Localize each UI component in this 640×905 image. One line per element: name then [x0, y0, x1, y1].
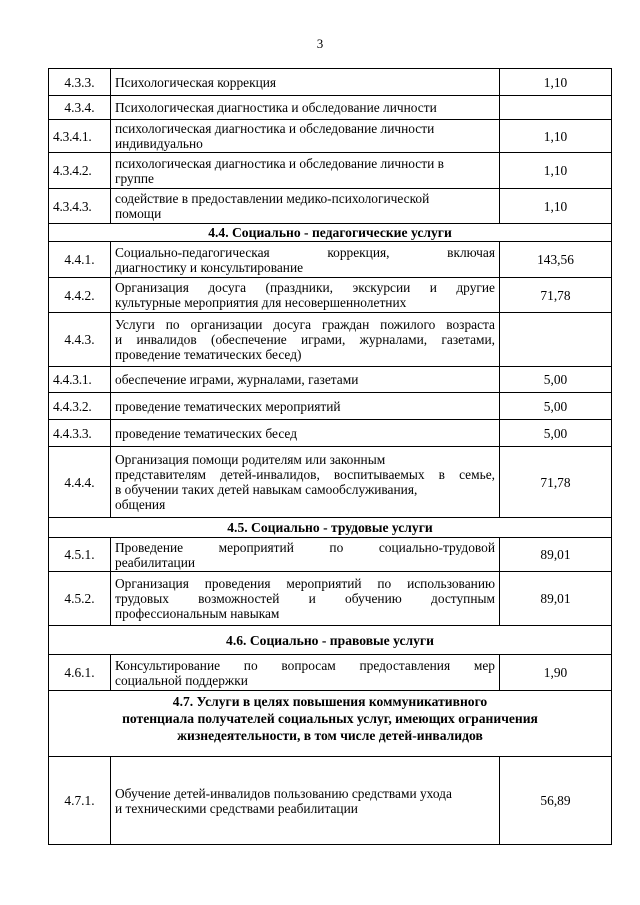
tariff-value: 71,78	[500, 447, 612, 518]
description-line: в обучении таких детей навыкам самообслуживания,	[115, 482, 418, 497]
description-line: реабилитации	[115, 554, 196, 570]
service-description: обеспечение играми, журналами, газетами	[111, 367, 500, 393]
table-row	[49, 278, 612, 313]
table-row	[49, 367, 612, 393]
table-row	[49, 393, 612, 420]
description-line: содействие в предоставлении медико-психологической	[115, 191, 430, 206]
tariff-value: 1,10	[500, 120, 612, 153]
tariff-value: 1,10	[500, 189, 612, 224]
service-description	[111, 242, 500, 278]
service-description	[111, 572, 500, 626]
section-header-row	[49, 691, 612, 757]
row-number: 4.6.1.	[49, 655, 111, 691]
row-number: 4.4.2.	[49, 278, 111, 313]
service-description	[111, 278, 500, 313]
service-description	[111, 189, 500, 224]
description-line: Социально-педагогическая коррекция, включая	[115, 244, 495, 260]
service-description	[111, 655, 500, 691]
description-line: психологическая диагностика и обследование личности в	[115, 155, 444, 171]
description-line: профессиональным навыкам	[115, 606, 280, 621]
tariff-value: 89,01	[500, 538, 612, 572]
table-row	[49, 120, 612, 153]
description-line: диагностику и консультирование	[115, 259, 304, 275]
table-row	[49, 572, 612, 626]
section-title	[49, 691, 612, 757]
description-line: Организация проведения мероприятий по использованию	[115, 576, 495, 591]
table-row	[49, 655, 612, 691]
tariff-value: 5,00	[500, 393, 612, 420]
description-line: Организация помощи родителям или законным	[115, 452, 386, 467]
description-line: индивидуально	[115, 136, 203, 151]
tariff-value	[500, 313, 612, 367]
description-line: и техническими средствами реабилитации	[115, 800, 358, 816]
table-row	[49, 538, 612, 572]
section-header-row	[49, 224, 612, 242]
description-line: общения	[115, 497, 166, 512]
service-description: Психологическая коррекция	[111, 69, 500, 96]
tariff-value: 71,78	[500, 278, 612, 313]
service-description	[111, 538, 500, 572]
table-row	[49, 153, 612, 189]
table-row	[49, 757, 612, 845]
tariff-value: 143,56	[500, 242, 612, 278]
table-row	[49, 96, 612, 120]
row-number: 4.4.3.3.	[49, 420, 111, 447]
row-number: 4.5.1.	[49, 538, 111, 572]
section-header-row	[49, 518, 612, 538]
table-row	[49, 447, 612, 518]
row-number: 4.4.3.1.	[49, 367, 111, 393]
tariff-value	[500, 96, 612, 120]
row-number: 4.4.1.	[49, 242, 111, 278]
description-line: группе	[115, 170, 154, 186]
table-row	[49, 69, 612, 96]
description-line: Услуги по организации досуга граждан пожилого возраста	[115, 317, 495, 332]
tariff-value: 1,90	[500, 655, 612, 691]
services-tariff-table	[48, 68, 612, 845]
row-number: 4.3.3.	[49, 69, 111, 96]
description-line: социальной поддержки	[115, 672, 248, 688]
row-number: 4.4.3.2.	[49, 393, 111, 420]
description-line: Обучение детей-инвалидов пользованию средствами ухода	[115, 785, 452, 801]
table-row	[49, 313, 612, 367]
tariff-value: 89,01	[500, 572, 612, 626]
section-title-line: жизнедеятельности, в том числе детей-инвалидов	[177, 728, 483, 743]
service-description	[111, 447, 500, 518]
description-line: трудовых возможностей и обучению доступным	[115, 591, 495, 606]
section-header-row	[49, 626, 612, 655]
table-row	[49, 420, 612, 447]
row-number: 4.3.4.	[49, 96, 111, 120]
service-description: проведение тематических бесед	[111, 420, 500, 447]
section-title-line: потенциала получателей социальных услуг, имеющих ограничения	[122, 711, 538, 726]
section-title: 4.4. Социально - педагогические услуги	[49, 224, 612, 242]
tariff-value: 1,10	[500, 153, 612, 189]
row-number: 4.4.3.	[49, 313, 111, 367]
row-number: 4.3.4.1.	[49, 120, 111, 153]
description-line: Консультирование по вопросам предоставления мер	[115, 657, 495, 673]
tariff-value: 56,89	[500, 757, 612, 845]
description-line: Проведение мероприятий по социально-трудовой	[115, 539, 495, 555]
row-number: 4.5.2.	[49, 572, 111, 626]
tariff-value: 5,00	[500, 420, 612, 447]
service-description	[111, 120, 500, 153]
section-title: 4.6. Социально - правовые услуги	[49, 626, 612, 655]
description-line: помощи	[115, 206, 162, 221]
page-number: 3	[316, 36, 324, 51]
table-row	[49, 242, 612, 278]
description-line: культурные мероприятия для несовершеннолетних	[115, 295, 407, 310]
section-title-line: 4.7. Услуги в целях повышения коммуникативного	[172, 694, 488, 709]
row-number: 4.7.1.	[49, 757, 111, 845]
tariff-value: 1,10	[500, 69, 612, 96]
table-row	[49, 189, 612, 224]
service-description	[111, 153, 500, 189]
tariff-value: 5,00	[500, 367, 612, 393]
description-line: представителям детей-инвалидов, воспитываемых в семье,	[115, 467, 495, 482]
description-line: и инвалидов (обеспечение играми, журналами, газетами,	[115, 332, 495, 347]
service-description	[111, 757, 500, 845]
service-description	[111, 313, 500, 367]
row-number: 4.4.4.	[49, 447, 111, 518]
row-number: 4.3.4.3.	[49, 189, 111, 224]
row-number: 4.3.4.2.	[49, 153, 111, 189]
description-line: Организация досуга (праздники, экскурсии и другие	[115, 280, 495, 295]
service-description: проведение тематических мероприятий	[111, 393, 500, 420]
description-line: проведение тематических бесед)	[115, 347, 302, 362]
service-description: Психологическая диагностика и обследование личности	[111, 96, 500, 120]
section-title: 4.5. Социально - трудовые услуги	[49, 518, 612, 538]
description-line: психологическая диагностика и обследование личности	[115, 121, 435, 136]
